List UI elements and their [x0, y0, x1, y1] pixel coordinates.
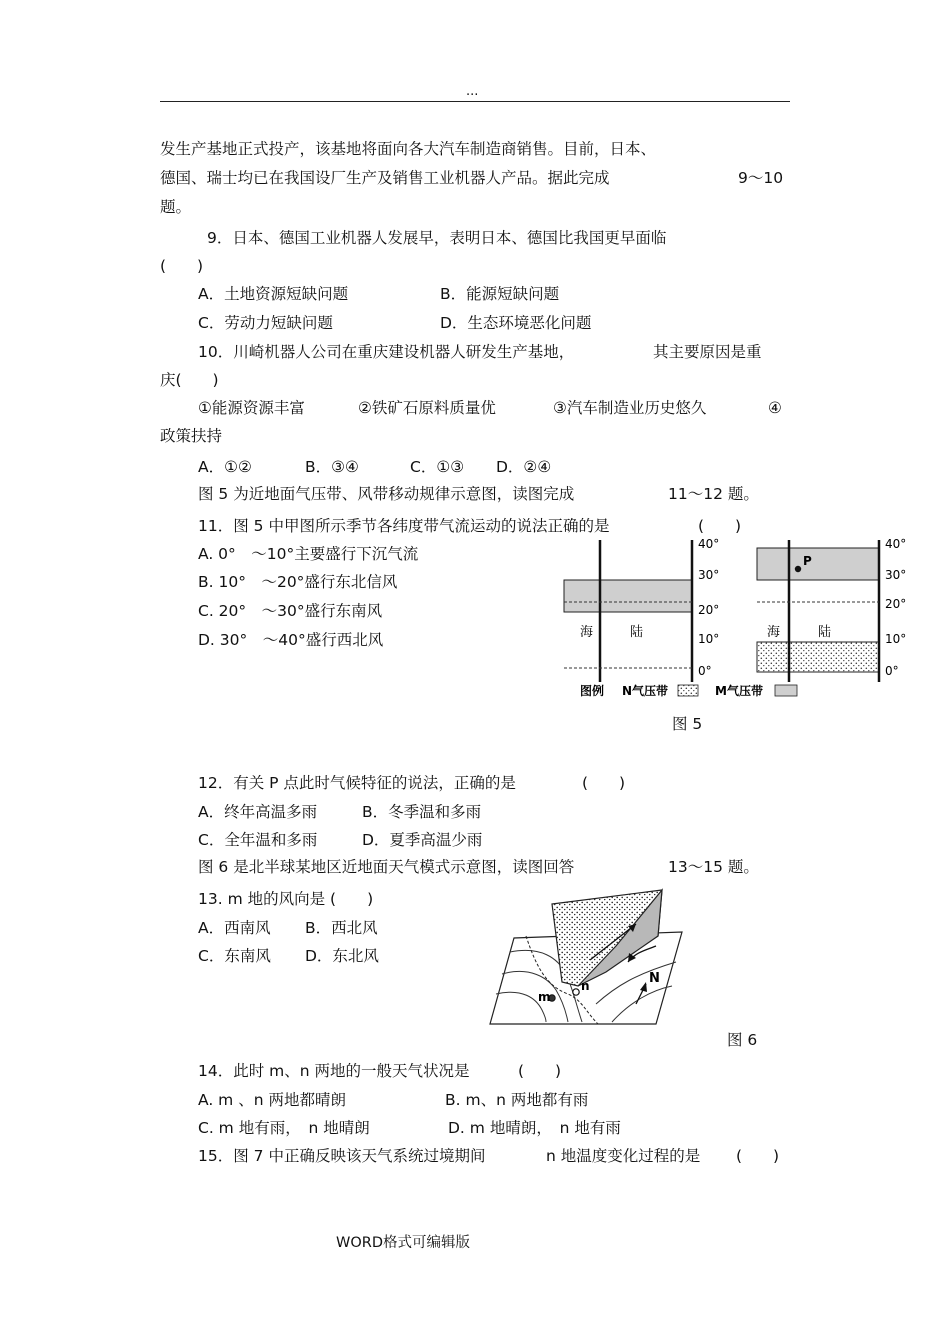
fig5-right-lat-20: 20°	[885, 597, 907, 611]
fig5-point-p	[795, 566, 801, 572]
q12-option-b: B．冬季温和多雨	[362, 803, 482, 821]
q11-option-b: B. 10° ～20°盛行东北信风	[198, 573, 398, 591]
fig6-point-n	[573, 989, 579, 995]
q9-answer-paren: ( )	[160, 257, 204, 275]
q15-stem: 15．图 7 中正确反映该天气系统过境期间	[198, 1147, 486, 1165]
fig5-left-lat-10: 10°	[698, 632, 720, 646]
fig5-caption: 图 5	[672, 715, 703, 733]
q12-stem: 12．有关 P 点此时气候特征的说法，正确的是	[198, 774, 516, 792]
fig5-left-lat-40: 40°	[698, 537, 720, 551]
intro-line-2: 德国、瑞士均已在我国设厂生产及销售工业机器人产品。据此完成	[160, 169, 610, 187]
intro-line-1: 发生产基地正式投产，该基地将面向各大汽车制造商销售。目前，日本、	[160, 140, 657, 158]
q9-option-d: D．生态环境恶化问题	[440, 314, 592, 332]
header-dots: ...	[466, 84, 479, 99]
header-rule	[160, 101, 790, 102]
fig5-intro-range: 11～12 题。	[668, 485, 759, 503]
fig5-point-p-label: P	[803, 554, 812, 568]
q10-option-b: B．③④	[305, 458, 359, 476]
fig5-right-sea-label: 海	[767, 625, 781, 640]
q12-option-a: A．终年高温多雨	[198, 803, 318, 821]
fig5-legend-title: 图例	[580, 684, 605, 698]
intro-line-3: 题。	[160, 198, 192, 216]
fig5-legend-m-swatch	[775, 685, 797, 696]
q12-option-c: C．全年温和多雨	[198, 831, 318, 849]
q14-stem: 14．此时 m、n 两地的一般天气状况是	[198, 1062, 470, 1080]
q14-answer-paren: ( )	[518, 1062, 562, 1080]
q13-option-c: C．东南风	[198, 947, 271, 965]
q10-choice-4-mark: ④	[768, 399, 782, 417]
footer-text: WORD格式可编辑版	[336, 1235, 470, 1251]
q10-choice-1: ①能源资源丰富	[198, 399, 305, 417]
q14-option-c: C. m 地有雨， n 地晴朗	[198, 1119, 370, 1137]
q15-stem-b: n 地温度变化过程的是	[546, 1147, 701, 1165]
q10-stem-b: 其主要原因是重	[653, 343, 762, 361]
q13-option-a: A．西南风	[198, 919, 271, 937]
q10-stem-a: 10．川崎机器人公司在重庆建设机器人研发生产基地，	[198, 343, 575, 361]
fig5-right-n-belt	[757, 642, 879, 672]
q15-answer-paren: ( )	[736, 1147, 780, 1165]
fig5-legend-n-swatch	[678, 685, 698, 696]
fig5-right-land-label: 陆	[818, 625, 832, 640]
fig5-right-lat-0: 0°	[885, 664, 899, 678]
q10-option-a: A．①②	[198, 458, 252, 476]
q12-option-d: D．夏季高温少雨	[362, 831, 483, 849]
fig6-label-n: n	[581, 979, 590, 993]
fig5-left-lat-0: 0°	[698, 664, 712, 678]
fig5-legend-m-label: M气压带	[715, 684, 763, 698]
fig6-caption: 图 6	[727, 1031, 758, 1049]
fig5-left-m-belt	[564, 580, 692, 612]
q11-option-c: C. 20° ～30°盛行东南风	[198, 602, 383, 620]
fig5-left-sea-label: 海	[580, 625, 594, 640]
q11-stem: 11．图 5 中甲图所示季节各纬度带气流运动的说法正确的是	[198, 517, 610, 535]
q13-option-b: B．西北风	[305, 919, 378, 937]
q14-option-b: B. m、n 两地都有雨	[445, 1091, 589, 1109]
q10-choice-3: ③汽车制造业历史悠久	[553, 399, 707, 417]
intro-question-range: 9～10	[738, 169, 784, 187]
fig5-pressure-belt-diagram	[560, 532, 920, 707]
q9-option-a: A．土地资源短缺问题	[198, 285, 349, 303]
q10-option-d: D．②④	[496, 458, 552, 476]
q12-answer-paren: ( )	[582, 774, 626, 792]
q10-stem-c: 庆( )	[160, 371, 219, 389]
fig5-intro: 图 5 为近地面气压带、风带移动规律示意图，读图完成	[198, 485, 575, 503]
q13-stem: 13. m 地的风向是 ( )	[198, 890, 374, 908]
fig6-intro-range: 13～15 题。	[668, 858, 759, 876]
q10-option-c: C．①③	[410, 458, 465, 476]
q14-option-d: D. m 地晴朗， n 地有雨	[448, 1119, 621, 1137]
q9-stem: 9．日本、德国工业机器人发展早，表明日本、德国比我国更早面临	[207, 229, 667, 247]
fig5-left-lat-30: 30°	[698, 568, 720, 582]
q13-option-d: D．东北风	[305, 947, 379, 965]
q10-choice-4-text: 政策扶持	[160, 427, 223, 445]
fig5-right-m-belt	[757, 548, 879, 580]
fig5-right-lat-10: 10°	[885, 632, 907, 646]
fig5-left-land-label: 陆	[630, 625, 644, 640]
q9-option-c: C．劳动力短缺问题	[198, 314, 333, 332]
fig5-legend-n-label: N气压带	[622, 684, 669, 698]
q14-option-a: A. m 、n 两地都晴朗	[198, 1091, 346, 1109]
fig6-weather-front-diagram	[486, 886, 686, 1031]
fig5-right-lat-40: 40°	[885, 537, 907, 551]
q10-choice-2: ②铁矿石原料质量优	[358, 399, 496, 417]
fig5-left-lat-20: 20°	[698, 603, 720, 617]
q11-option-a: A. 0° ～10°主要盛行下沉气流	[198, 545, 419, 563]
q11-option-d: D. 30° ～40°盛行西北风	[198, 631, 384, 649]
q11-answer-paren: ( )	[698, 517, 742, 535]
fig6-intro: 图 6 是北半球某地区近地面天气模式示意图，读图回答	[198, 858, 575, 876]
fig5-right-lat-30: 30°	[885, 568, 907, 582]
q9-option-b: B．能源短缺问题	[440, 285, 560, 303]
fig6-label-m: m	[538, 990, 551, 1004]
fig6-north-label: N	[649, 971, 660, 986]
